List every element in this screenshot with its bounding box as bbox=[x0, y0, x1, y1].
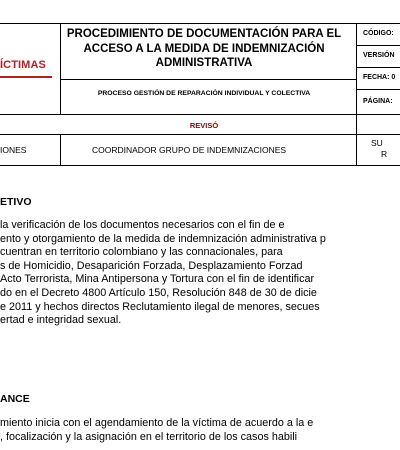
cell-right-bottom: R bbox=[381, 149, 388, 159]
section-heading-objetivo: ETIVO bbox=[0, 196, 32, 208]
objetivo-line-5: Acto Terrorista, Mina Antipersona y Tortura con el fin de identificar bbox=[0, 273, 315, 286]
code-label: CÓDIGO: bbox=[363, 30, 394, 37]
alcance-paragraph bbox=[0, 417, 313, 444]
process-subtitle: PROCESO GESTIÓN DE REPARACIÓN INDIVIDUAL Y COLECTIVA bbox=[97, 90, 311, 97]
objetivo-line-2: ento y otorgamiento de la medida de indemnización administrativa p bbox=[0, 232, 326, 245]
header-bottom-border bbox=[0, 114, 400, 115]
header-title-underline bbox=[60, 79, 357, 80]
title-line-1: PROCEDIMIENTO DE DOCUMENTACIÓN PARA EL bbox=[66, 28, 342, 40]
logo-underline bbox=[0, 76, 52, 78]
objetivo-line-6: do en el Decreto 4800 Artículo 150, Resolución 848 de 30 de dicie bbox=[0, 286, 317, 299]
title-line-2: ACCESO A LA MEDIDA DE INDEMNIZACIÓN bbox=[83, 42, 325, 55]
title-line-3: ADMINISTRATIVA bbox=[155, 57, 253, 69]
header-divider-left bbox=[60, 23, 61, 114]
cell-center: COORDINADOR GRUPO DE INDEMNIZACIONES bbox=[92, 145, 287, 155]
header-right-row-1 bbox=[356, 45, 400, 46]
header-right-row-2 bbox=[356, 67, 400, 68]
reviso-heading: REVISÓ bbox=[189, 121, 219, 130]
alcance-line-1: miento inicia con el agendamiento de la víctima de acuerdo a la e bbox=[0, 417, 314, 429]
alcance-line-2: , focalización y la asignación en el territorio de los casos habili bbox=[0, 430, 298, 443]
document-title bbox=[62, 27, 346, 71]
objetivo-line-7: e 2011 y hechos directos Reclutamiento ilegal de menores, secues bbox=[0, 300, 320, 313]
page-label: PÁGINA: bbox=[363, 98, 393, 105]
section-heading-alcance: ANCE bbox=[0, 393, 30, 405]
version-label: VERSIÓN bbox=[363, 52, 395, 59]
objetivo-line-1: la verificación de los documentos necesarios con el fin de e bbox=[0, 219, 285, 231]
date-label: FECHA: 0 bbox=[363, 74, 396, 81]
signature-row-border bbox=[0, 165, 400, 166]
header-right-row-3 bbox=[356, 89, 400, 90]
objetivo-paragraph bbox=[0, 219, 326, 328]
objetivo-line-8: ertad e integridad sexual. bbox=[0, 314, 122, 327]
cell-left: IONES bbox=[0, 145, 27, 155]
logo-text: ÍCTIMAS bbox=[0, 59, 46, 71]
cell-divider-left bbox=[60, 134, 61, 165]
cell-right-top: SU bbox=[371, 138, 383, 148]
objetivo-line-4: s de Homicidio, Desaparición Forzada, Desplazamiento Forzad bbox=[0, 259, 303, 272]
objetivo-line-3: cuentran en territorio colombiano y las connacionales, para bbox=[0, 246, 283, 259]
